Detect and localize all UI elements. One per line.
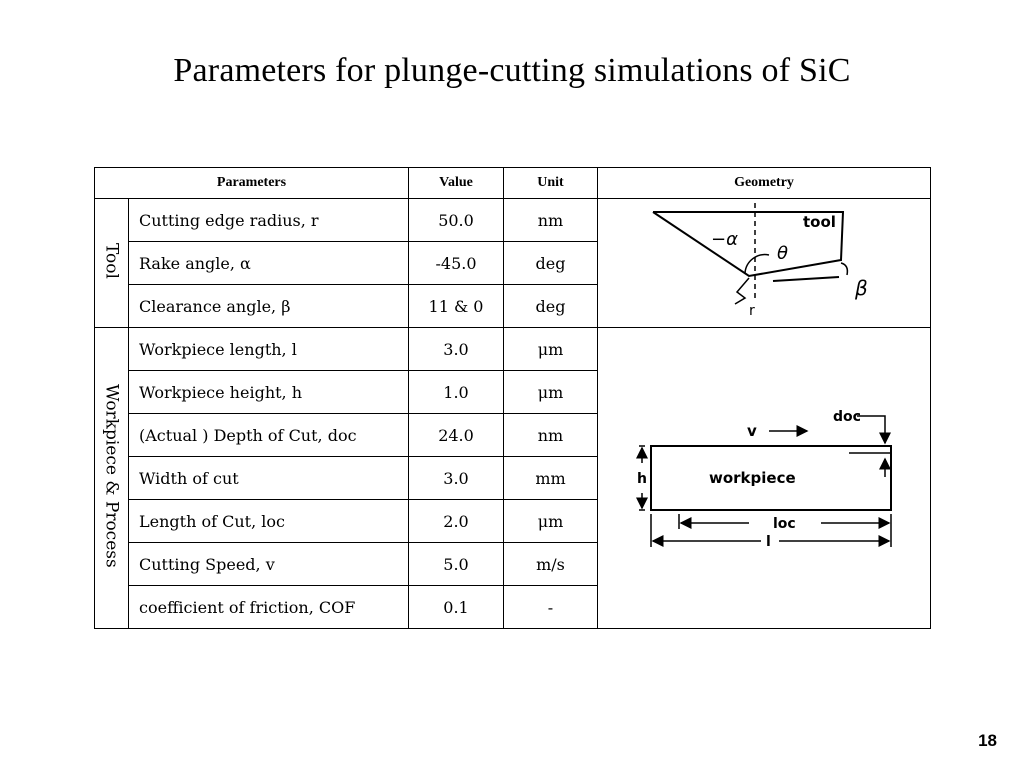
param-cell: (Actual ) Depth of Cut, doc: [129, 414, 409, 457]
param-cell: Cutting edge radius, r: [129, 199, 409, 242]
v-label: v: [747, 422, 757, 440]
param-cell: Workpiece height, h: [129, 371, 409, 414]
beta-pointer: [841, 263, 847, 275]
tool-geometry-diagram: [649, 203, 879, 319]
unit-cell: m/s: [504, 543, 598, 586]
unit-cell: μm: [504, 371, 598, 414]
header-row: [95, 168, 931, 199]
group-label-tool: Tool: [101, 243, 122, 279]
group-label-tool-cell: [95, 199, 129, 328]
page-number: 18: [978, 731, 997, 750]
header-unit: Unit: [504, 168, 598, 199]
group-label-workpiece-cell: [95, 328, 129, 629]
param-cell: Rake angle, α: [129, 242, 409, 285]
doc-arrow-top: [857, 416, 885, 443]
value-cell: 3.0: [409, 457, 504, 500]
parameters-table: [94, 167, 931, 629]
value-cell: -45.0: [409, 242, 504, 285]
unit-cell: nm: [504, 414, 598, 457]
workpiece-label: workpiece: [709, 469, 796, 487]
param-cell: Length of Cut, loc: [129, 500, 409, 543]
tool-geometry-cell: [598, 199, 931, 328]
clearance-line: [773, 277, 839, 281]
value-cell: 0.1: [409, 586, 504, 629]
param-cell: Width of cut: [129, 457, 409, 500]
r-label: r: [749, 303, 755, 319]
unit-cell: deg: [504, 285, 598, 328]
l-label: l: [766, 534, 771, 550]
group-label-workpiece-process: Workpiece & Process: [101, 384, 122, 568]
theta-arc: [745, 255, 769, 273]
doc-label: doc: [833, 409, 861, 425]
value-cell: 5.0: [409, 543, 504, 586]
value-cell: 11 & 0: [409, 285, 504, 328]
unit-cell: deg: [504, 242, 598, 285]
tool-label: tool: [803, 213, 836, 231]
alpha-label: −α: [711, 229, 738, 250]
param-cell: coefficient of friction, COF: [129, 586, 409, 629]
value-cell: 3.0: [409, 328, 504, 371]
value-cell: 50.0: [409, 199, 504, 242]
slide-title: Parameters for plunge-cutting simulations of SiC: [173, 52, 851, 89]
header-geometry: Geometry: [598, 168, 931, 199]
unit-cell: -: [504, 586, 598, 629]
workpiece-geometry-diagram: [629, 401, 899, 551]
theta-label: θ: [777, 243, 789, 264]
param-cell: Cutting Speed, v: [129, 543, 409, 586]
value-cell: 2.0: [409, 500, 504, 543]
unit-cell: μm: [504, 500, 598, 543]
loc-label: loc: [773, 516, 796, 532]
beta-label: β: [855, 276, 868, 300]
unit-cell: μm: [504, 328, 598, 371]
workpiece-geometry-cell: [598, 328, 931, 629]
table-row: [95, 199, 931, 242]
table-row: [95, 328, 931, 371]
header-value: Value: [409, 168, 504, 199]
value-cell: 24.0: [409, 414, 504, 457]
header-parameters: Parameters: [95, 168, 409, 199]
param-cell: Clearance angle, β: [129, 285, 409, 328]
radius-marker: [735, 278, 749, 304]
value-cell: 1.0: [409, 371, 504, 414]
unit-cell: nm: [504, 199, 598, 242]
param-cell: Workpiece length, l: [129, 328, 409, 371]
unit-cell: mm: [504, 457, 598, 500]
h-label: h: [637, 471, 647, 487]
